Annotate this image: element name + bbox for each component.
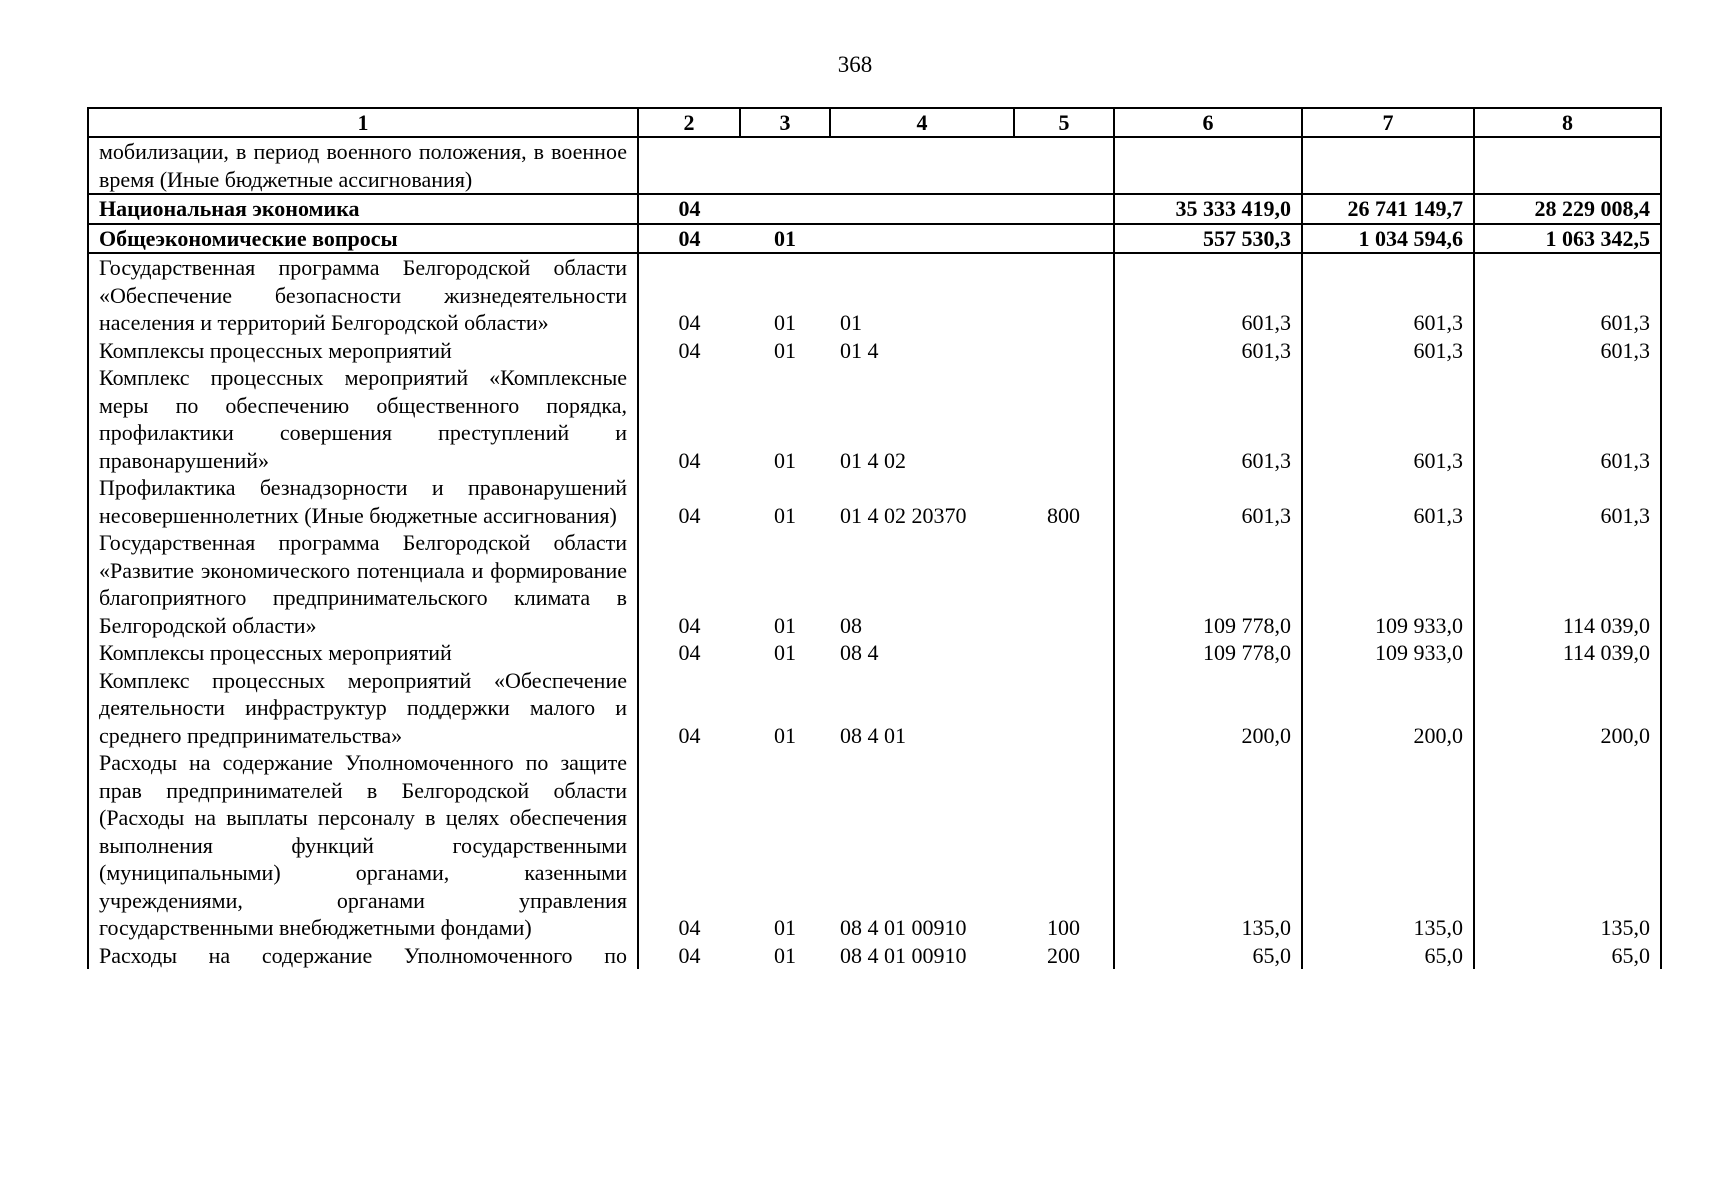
- amount-col-8: 114 039,0: [1474, 529, 1661, 639]
- target-article-code: [830, 194, 1014, 224]
- subsection-code: 01: [774, 640, 796, 665]
- amount-col-6: 65,0: [1114, 942, 1302, 970]
- amount-col-8: 65,0: [1474, 942, 1661, 970]
- row-description: Комплекс процессных мероприятий «Обеспечение деятельности инфраструктур поддержки малого и среднего предпринимательства»: [88, 667, 638, 750]
- amount-col-6: 35 333 419,0: [1114, 194, 1302, 224]
- subsection-code: [740, 194, 830, 224]
- amount-col-6: 200,0: [1114, 667, 1302, 750]
- subsection-code: 01: [774, 942, 796, 968]
- page-number: 368: [837, 52, 873, 77]
- amount-col-8: 601,3: [1474, 253, 1661, 337]
- amount-col-8: [1474, 137, 1661, 194]
- table-row: [88, 667, 1661, 750]
- target-article-code: [830, 137, 1014, 194]
- column-header-5: 5: [1014, 108, 1114, 137]
- expense-type-code: [1014, 639, 1114, 667]
- target-article-code: 01: [840, 310, 862, 335]
- expense-type-code: [1014, 253, 1114, 337]
- subsection-code: 01: [774, 310, 796, 335]
- section-code: 04: [638, 194, 740, 224]
- subsection-code: 01: [774, 722, 796, 748]
- amount-col-7: [1302, 137, 1474, 194]
- amount-col-6: 109 778,0: [1114, 529, 1302, 639]
- amount-col-8: 601,3: [1474, 474, 1661, 529]
- section-code: 04: [638, 639, 740, 667]
- subsection-code: 01: [774, 447, 796, 473]
- row-description: Комплексы процессных мероприятий: [88, 337, 638, 365]
- amount-col-6: [1114, 137, 1302, 194]
- expense-type-code: [1014, 529, 1114, 639]
- expense-type-code: [1014, 224, 1114, 254]
- section-code: 04: [638, 474, 740, 529]
- expense-type-code: [1014, 667, 1114, 750]
- amount-col-6: 601,3: [1114, 253, 1302, 337]
- expense-type-code: 100: [1047, 915, 1080, 940]
- row-description: Комплекс процессных мероприятий «Комплексные меры по обеспечению общественного порядка, профилактики совершения преступлений и правонарушений»: [88, 364, 638, 474]
- expense-type-code: 800: [1047, 502, 1080, 528]
- target-article-code: [830, 224, 1014, 254]
- amount-col-7: 601,3: [1302, 337, 1474, 365]
- section-code: 04: [638, 224, 740, 254]
- subsection-code: 01: [774, 337, 796, 363]
- target-article-code: 08 4 01 00910: [840, 915, 967, 940]
- table-row: [88, 474, 1661, 529]
- row-description: Расходы на содержание Уполномоченного по защите прав предпринимателей в Белгородской области (Расходы на выплаты персоналу в целях обеспечения выполнения функций государственными (муниципальными) органами, казенными учреждениями, органами управления государственными внебюджетными фондами): [88, 749, 638, 942]
- section-code: 04: [638, 253, 740, 337]
- amount-col-8: 601,3: [1474, 364, 1661, 474]
- section-code: 04: [638, 942, 740, 970]
- amount-col-8: 114 039,0: [1474, 639, 1661, 667]
- amount-col-8: 200,0: [1474, 667, 1661, 750]
- row-description: Государственная программа Белгородской области «Развитие экономического потенциала и формирование благоприятного предпринимательского климата в Белгородской области»: [88, 529, 638, 639]
- table-row: [88, 253, 1661, 337]
- table-row: [88, 942, 1661, 970]
- row-description: Общеэкономические вопросы: [88, 224, 638, 254]
- amount-col-7: 65,0: [1302, 942, 1474, 970]
- amount-col-7: 26 741 149,7: [1302, 194, 1474, 224]
- subsection-code: 01: [774, 612, 796, 638]
- row-description: мобилизации, в период военного положения, в военное время (Иные бюджетные ассигнования): [88, 137, 638, 194]
- column-header-2: 2: [638, 108, 740, 137]
- expense-type-code: [1014, 337, 1114, 365]
- column-header-3: 3: [740, 108, 830, 137]
- table-row: [88, 529, 1661, 639]
- row-description: Комплексы процессных мероприятий: [88, 639, 638, 667]
- table-row: [88, 224, 1661, 254]
- target-article-code: 08 4 01: [840, 722, 906, 748]
- amount-col-7: 109 933,0: [1302, 639, 1474, 667]
- amount-col-6: 601,3: [1114, 364, 1302, 474]
- column-header-4: 4: [830, 108, 1014, 137]
- target-article-code: 08 4: [840, 640, 879, 665]
- subsection-code: 01: [774, 502, 796, 528]
- section-code: 04: [638, 337, 740, 365]
- expense-type-code: [1014, 194, 1114, 224]
- amount-col-7: 109 933,0: [1302, 529, 1474, 639]
- amount-col-7: 1 034 594,6: [1302, 224, 1474, 254]
- amount-col-6: 109 778,0: [1114, 639, 1302, 667]
- table-row: [88, 639, 1661, 667]
- table-row: [88, 194, 1661, 224]
- amount-col-6: 601,3: [1114, 474, 1302, 529]
- table-row: [88, 337, 1661, 365]
- table-row: [88, 137, 1661, 194]
- row-description: Профилактика безнадзорности и правонарушений несовершеннолетних (Иные бюджетные ассигнования): [88, 474, 638, 529]
- table-row: [88, 749, 1661, 942]
- target-article-code: 08: [840, 612, 862, 638]
- table-row: [88, 364, 1661, 474]
- section-code: 04: [638, 529, 740, 639]
- column-header-8: 8: [1474, 108, 1661, 137]
- expense-type-code: [1014, 364, 1114, 474]
- subsection-code: 01: [740, 224, 830, 254]
- row-description: Государственная программа Белгородской области «Обеспечение безопасности жизнедеятельности населения и территорий Белгородской области»: [88, 253, 638, 337]
- target-article-code: 08 4 01 00910: [840, 942, 967, 968]
- row-description: Национальная экономика: [88, 194, 638, 224]
- target-article-code: 01 4 02: [840, 447, 906, 473]
- amount-col-8: 1 063 342,5: [1474, 224, 1661, 254]
- amount-col-8: 135,0: [1474, 749, 1661, 942]
- section-code: 04: [638, 749, 740, 942]
- header-row: [88, 108, 1661, 137]
- target-article-code: 01 4: [840, 337, 879, 363]
- expense-type-code: [1014, 137, 1114, 194]
- target-article-code: 01 4 02 20370: [840, 502, 967, 528]
- amount-col-8: 28 229 008,4: [1474, 194, 1661, 224]
- subsection-code: [740, 137, 830, 194]
- amount-col-7: 601,3: [1302, 253, 1474, 337]
- amount-col-6: 601,3: [1114, 337, 1302, 365]
- amount-col-7: 135,0: [1302, 749, 1474, 942]
- amount-col-7: 601,3: [1302, 474, 1474, 529]
- section-code: 04: [638, 667, 740, 750]
- amount-col-8: 601,3: [1474, 337, 1661, 365]
- section-code: [638, 137, 740, 194]
- column-header-1: 1: [88, 108, 638, 137]
- amount-col-7: 200,0: [1302, 667, 1474, 750]
- budget-table: [87, 107, 1662, 969]
- section-code: 04: [638, 364, 740, 474]
- column-header-7: 7: [1302, 108, 1474, 137]
- amount-col-7: 601,3: [1302, 364, 1474, 474]
- subsection-code: 01: [774, 915, 796, 940]
- amount-col-6: 557 530,3: [1114, 224, 1302, 254]
- row-description: Расходы на содержание Уполномоченного по: [88, 942, 638, 970]
- column-header-6: 6: [1114, 108, 1302, 137]
- expense-type-code: 200: [1047, 942, 1080, 968]
- amount-col-6: 135,0: [1114, 749, 1302, 942]
